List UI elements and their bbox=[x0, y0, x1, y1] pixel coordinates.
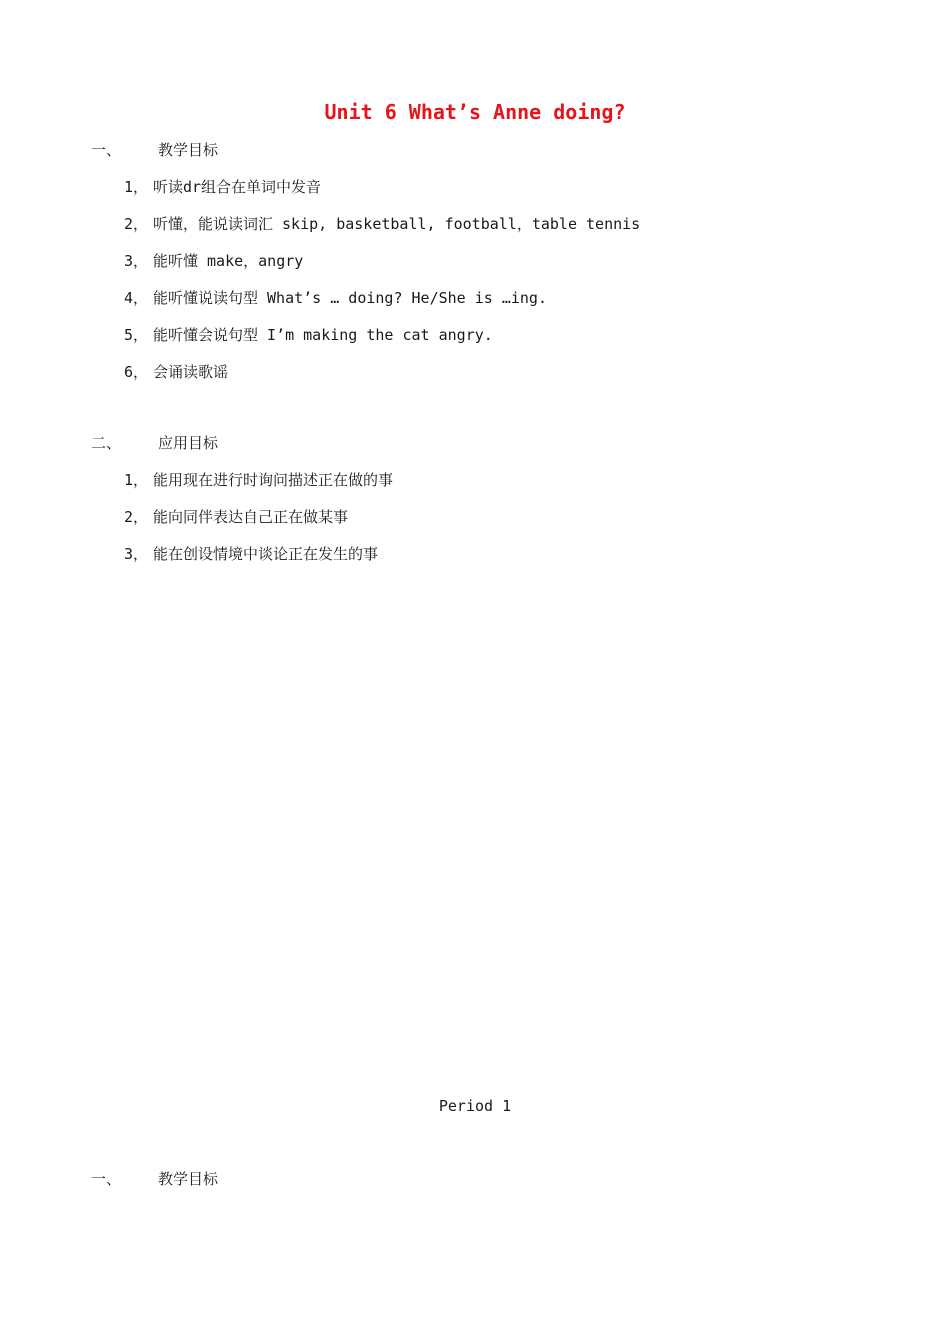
item-index: 4， bbox=[124, 289, 149, 307]
item-text: 会诵读歌谣 bbox=[153, 363, 229, 381]
list-item bbox=[124, 507, 348, 527]
section-heading-teaching-goals bbox=[91, 140, 218, 160]
item-text: 能听懂说读句型 What’s … doing? He/She is …ing. bbox=[153, 289, 547, 307]
list-item bbox=[124, 470, 393, 490]
section-number: 二、 bbox=[91, 434, 122, 452]
item-index: 6， bbox=[124, 363, 149, 381]
list-item bbox=[124, 177, 321, 197]
list-item bbox=[124, 214, 640, 234]
item-index: 1， bbox=[124, 178, 149, 196]
section-title: 教学目标 bbox=[158, 141, 219, 159]
list-item bbox=[124, 325, 493, 345]
item-index: 1， bbox=[124, 471, 149, 489]
list-item bbox=[124, 544, 378, 564]
section-heading-teaching-goals-period bbox=[91, 1169, 218, 1189]
list-item bbox=[124, 362, 228, 382]
item-index: 2， bbox=[124, 508, 149, 526]
item-index: 5， bbox=[124, 326, 149, 344]
item-text: 能用现在进行时询问描述正在做的事 bbox=[153, 471, 394, 489]
section-number: 一、 bbox=[91, 141, 122, 159]
item-index: 3， bbox=[124, 252, 149, 270]
item-text: 能听懂 make，angry bbox=[153, 252, 304, 270]
item-text: 听读dr组合在单词中发音 bbox=[153, 178, 322, 196]
list-item bbox=[124, 251, 303, 271]
document-title: Unit 6 What’s Anne doing? bbox=[324, 100, 626, 124]
section-heading-application-goals bbox=[91, 433, 218, 453]
item-index: 2， bbox=[124, 215, 149, 233]
item-text: 能听懂会说句型 I’m making the cat angry. bbox=[153, 326, 493, 344]
item-index: 3， bbox=[124, 545, 149, 563]
section-title: 教学目标 bbox=[158, 1170, 219, 1188]
item-text: 听懂，能说读词汇 skip, basketball, football，table tennis bbox=[153, 215, 641, 233]
list-item bbox=[124, 288, 547, 308]
period-label: Period 1 bbox=[438, 1097, 512, 1115]
section-title: 应用目标 bbox=[158, 434, 219, 452]
item-text: 能向同伴表达自己正在做某事 bbox=[153, 508, 349, 526]
section-number: 一、 bbox=[91, 1170, 122, 1188]
item-text: 能在创设情境中谈论正在发生的事 bbox=[153, 545, 379, 563]
